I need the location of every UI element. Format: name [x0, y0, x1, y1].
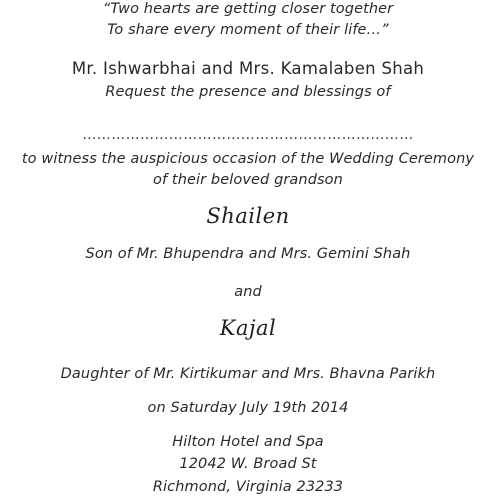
quote-line-1: “Two hearts are getting closer together — [102, 1, 394, 17]
wedding-date: on Saturday July 19th 2014 — [147, 400, 349, 416]
groom-parents: Son of Mr. Bhupendra and Mrs. Gemini Shah — [85, 246, 411, 262]
quote-line-2: To share every moment of their life…” — [107, 22, 389, 38]
guest-name-blank: …………………………………………………………… — [82, 127, 414, 143]
request-line: Request the presence and blessings of — [105, 84, 391, 100]
and-connector: and — [234, 284, 262, 300]
hosts-names: Mr. Ishwarbhai and Mrs. Kamalaben Shah — [71, 59, 425, 78]
groom-name: Shailen — [206, 204, 290, 228]
occasion-line-1: to witness the auspicious occasion of the Wedding Ceremony — [21, 151, 475, 167]
venue-street: 12042 W. Broad St — [179, 456, 317, 472]
venue-city: Richmond, Virginia 23233 — [152, 479, 344, 495]
bride-parents: Daughter of Mr. Kirtikumar and Mrs. Bhavna Parikh — [60, 366, 436, 382]
venue-name: Hilton Hotel and Spa — [172, 434, 324, 450]
bride-name: Kajal — [219, 316, 277, 340]
occasion-line-2: of their beloved grandson — [153, 172, 343, 188]
